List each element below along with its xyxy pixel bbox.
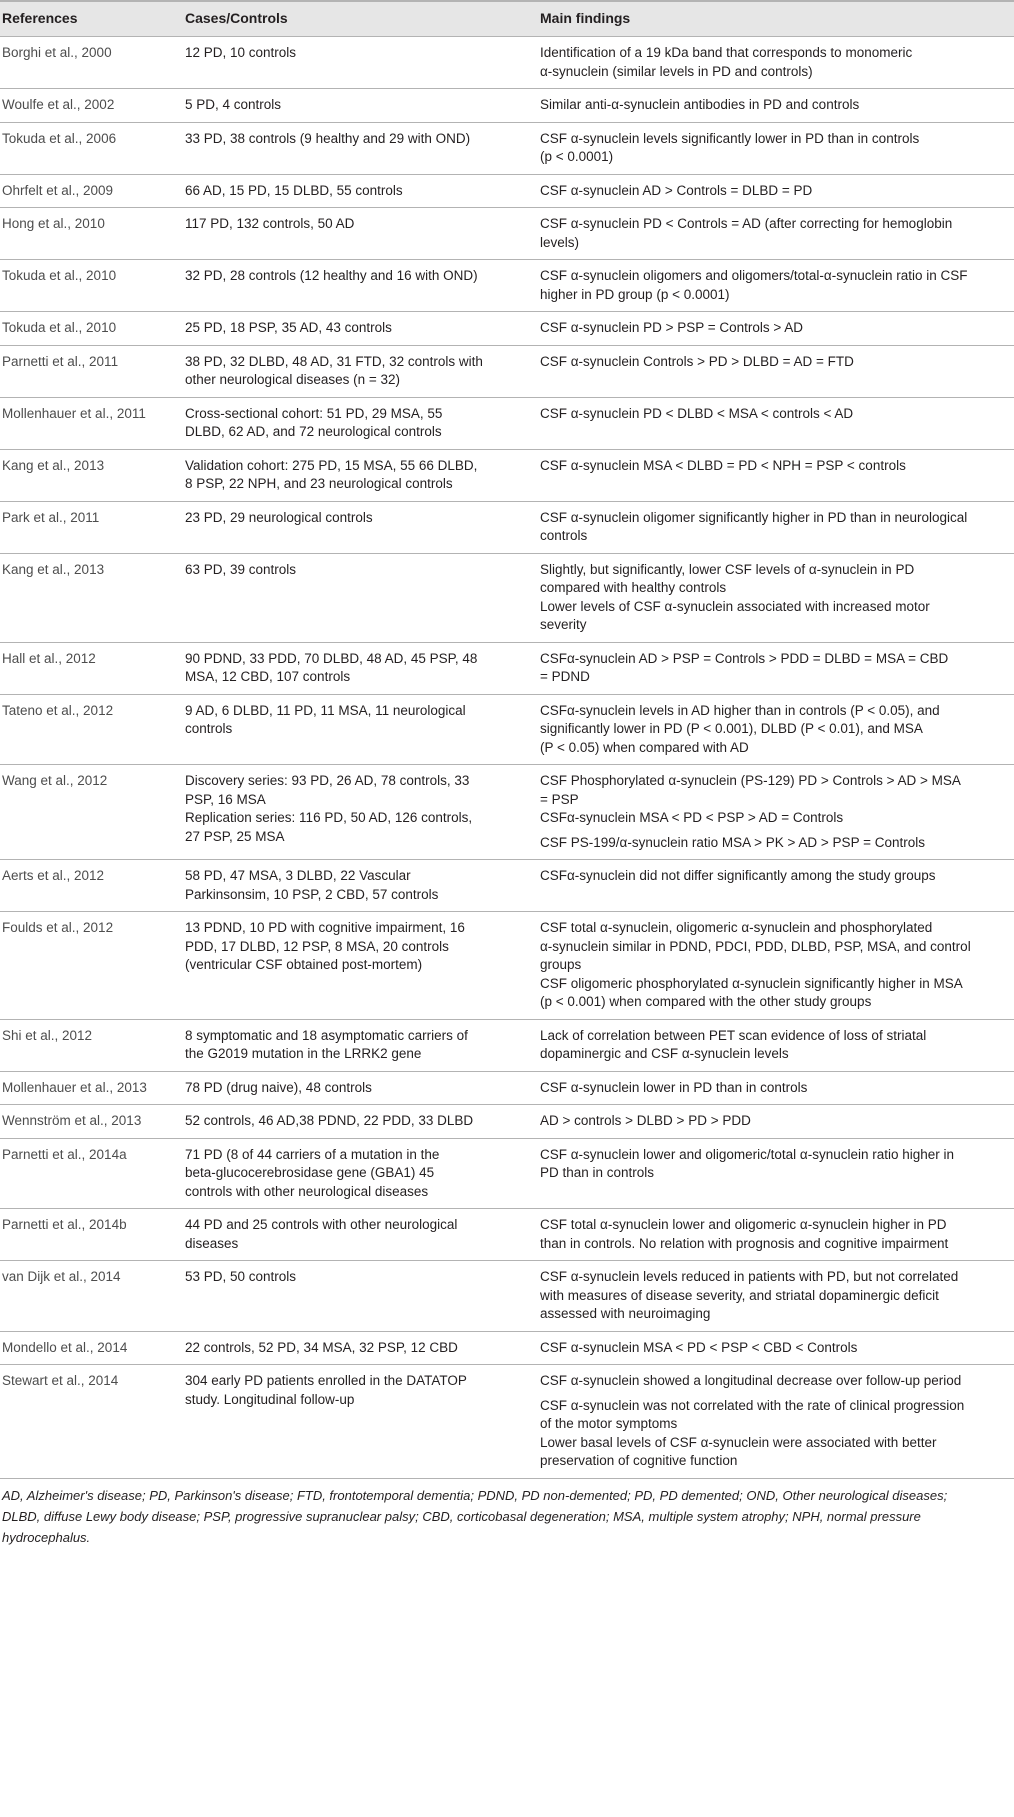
reference-cell: Mondello et al., 2014	[2, 1339, 128, 1355]
findings-line: (P < 0.05) when compared with AD	[540, 739, 749, 755]
cases-line: 58 PD, 47 MSA, 3 DLBD, 22 Vascular	[185, 868, 411, 883]
findings-line: controls	[540, 528, 588, 543]
main-findings-cell	[540, 1365, 1014, 1479]
findings-line: levels)	[540, 234, 580, 250]
reference-cell: Tokuda et al., 2010	[2, 320, 117, 335]
main-findings-cell	[540, 260, 1014, 312]
cases-controls-cell	[185, 1138, 540, 1209]
findings-line: (p < 0.001) when compared with the other study groups	[540, 994, 872, 1009]
footnote-line: AD, Alzheimer's disease; PD, Parkinson's disease; FTD, frontotemporal dementia; PDND, PD non-demented; PD, PD demented; OND, Other neurological diseases;	[2, 1487, 948, 1503]
findings-line: α-synuclein similar in PDND, PDCI, PDD, DLBD, PSP, MSA, and control	[540, 938, 971, 954]
main-findings-cell	[540, 912, 1014, 1020]
findings-line: compared with healthy controls	[540, 580, 727, 595]
findings-line: Lower basal levels of CSF α-synuclein were associated with better	[540, 1434, 937, 1450]
findings-line: CSF α-synuclein was not correlated with the rate of clinical progression	[540, 1397, 965, 1413]
table-row	[0, 1365, 1014, 1479]
findings-line: preservation of cognitive function	[540, 1453, 738, 1468]
cases-line: controls	[185, 721, 233, 736]
findings-line: = PSP	[540, 791, 579, 807]
cases-line: 117 PD, 132 controls, 50 AD	[185, 216, 355, 231]
findings-line: CSFα-synuclein levels in AD higher than in controls (P < 0.05), and	[540, 702, 940, 718]
cases-line: (ventricular CSF obtained post-mortem)	[185, 957, 423, 972]
table-header	[0, 1, 1014, 37]
cases-line: 304 early PD patients enrolled in the DATATOP	[185, 1373, 467, 1388]
cases-controls-cell	[185, 260, 540, 312]
cases-line: controls with other neurological diseases	[185, 1183, 429, 1199]
cases-line: 23 PD, 29 neurological controls	[185, 509, 373, 525]
findings-line: of the motor symptoms	[540, 1416, 678, 1431]
findings-line: AD > controls > DLBD > PD > PDD	[540, 1113, 751, 1128]
reference-cell: Aerts et al., 2012	[2, 868, 105, 883]
cases-line: Validation cohort: 275 PD, 15 MSA, 55 66 DLBD,	[185, 457, 478, 473]
findings-line: significantly lower in PD (P < 0.001), DLBD (P < 0.01), and MSA	[540, 721, 923, 736]
reference-cell: Parnetti et al., 2014b	[2, 1217, 127, 1232]
table-row	[0, 449, 1014, 501]
cases-controls-cell	[185, 765, 540, 860]
findings-line: CSF α-synuclein MSA < DLBD = PD < NPH = PSP < controls	[540, 457, 906, 473]
cases-line: MSA, 12 CBD, 107 controls	[185, 669, 351, 684]
cases-controls-cell	[185, 37, 540, 89]
findings-line: CSF α-synuclein levels reduced in patients with PD, but not correlated	[540, 1269, 959, 1284]
header-row	[0, 1, 1014, 37]
findings-line: higher in PD group (p < 0.0001)	[540, 286, 730, 302]
findings-line: CSF α-synuclein lower in PD than in controls	[540, 1079, 808, 1095]
reference-cell: Mollenhauer et al., 2011	[2, 405, 146, 421]
cases-line: other neurological diseases (n = 32)	[185, 372, 401, 387]
reference-cell: Tokuda et al., 2006	[2, 130, 117, 146]
findings-line: CSF α-synuclein lower and oligomeric/total α-synuclein ratio higher in	[540, 1146, 955, 1162]
findings-line: α-synuclein (similar levels in PD and controls)	[540, 63, 813, 79]
findings-line: CSF total α-synuclein lower and oligomeric α-synuclein higher in PD	[540, 1217, 947, 1232]
main-findings-cell	[540, 312, 1014, 346]
cases-line: 90 PDND, 33 PDD, 70 DLBD, 48 AD, 45 PSP, 48	[185, 650, 478, 666]
findings-line: PD than in controls	[540, 1165, 655, 1180]
cases-line: 27 PSP, 25 MSA	[185, 828, 285, 844]
main-findings-cell	[540, 501, 1014, 553]
findings-line: Lower levels of CSF α-synuclein associated with increased motor	[540, 598, 930, 614]
table-row	[0, 860, 1014, 912]
findings-line: CSFα-synuclein did not differ significantly among the study groups	[540, 868, 936, 883]
cases-controls-cell	[185, 1365, 540, 1479]
cases-line: Parkinsonsim, 10 PSP, 2 CBD, 57 controls	[185, 886, 439, 902]
cases-controls-cell	[185, 1071, 540, 1105]
main-findings-cell	[540, 1105, 1014, 1139]
table-row	[0, 694, 1014, 765]
table-row	[0, 1331, 1014, 1365]
findings-line: CSF α-synuclein showed a longitudinal decrease over follow-up period	[540, 1373, 962, 1388]
table-row	[0, 345, 1014, 397]
cases-line: the G2019 mutation in the LRRK2 gene	[185, 1046, 422, 1061]
findings-line: CSF α-synuclein MSA < PD < PSP < CBD < Controls	[540, 1339, 858, 1355]
reference-cell: Mollenhauer et al., 2013	[2, 1079, 147, 1095]
findings-line: CSF α-synuclein PD > PSP = Controls > AD	[540, 320, 804, 335]
header-cases-controls: Cases/Controls	[185, 10, 288, 26]
reference-cell: Woulfe et al., 2002	[2, 97, 115, 112]
table-row	[0, 1209, 1014, 1261]
table-row	[0, 1138, 1014, 1209]
cases-line: 71 PD (8 of 44 carriers of a mutation in the	[185, 1146, 440, 1162]
cases-controls-cell	[185, 694, 540, 765]
table-body	[0, 37, 1014, 1479]
main-findings-cell	[540, 1209, 1014, 1261]
findings-line: Identification of a 19 kDa band that corresponds to monomeric	[540, 45, 913, 60]
main-findings-cell	[540, 1261, 1014, 1332]
table-row	[0, 174, 1014, 208]
reference-cell: Kang et al., 2013	[2, 561, 105, 577]
cases-controls-cell	[185, 208, 540, 260]
main-findings-cell	[540, 89, 1014, 123]
findings-line: CSF α-synuclein AD > Controls = DLBD = PD	[540, 182, 813, 198]
main-findings-cell	[540, 694, 1014, 765]
table-row	[0, 37, 1014, 89]
findings-line: CSFα-synuclein AD > PSP = Controls > PDD = DLBD = MSA = CBD	[540, 650, 949, 666]
cases-line: 63 PD, 39 controls	[185, 561, 297, 577]
cases-line: 33 PD, 38 controls (9 healthy and 29 with OND)	[185, 130, 471, 146]
cases-line: Replication series: 116 PD, 50 AD, 126 controls,	[185, 810, 473, 825]
findings-line: CSF total α-synuclein, oligomeric α-synuclein and phosphorylated	[540, 920, 933, 935]
cases-controls-cell	[185, 1261, 540, 1332]
main-findings-cell	[540, 208, 1014, 260]
main-findings-cell	[540, 37, 1014, 89]
reference-cell: Parnetti et al., 2014a	[2, 1146, 127, 1162]
reference-cell: Kang et al., 2013	[2, 457, 105, 473]
cases-line: 44 PD and 25 controls with other neurological	[185, 1217, 458, 1232]
table-row	[0, 312, 1014, 346]
findings-line: CSF Phosphorylated α-synuclein (PS-129) PD > Controls > AD > MSA	[540, 773, 961, 788]
reference-cell: Stewart et al., 2014	[2, 1373, 119, 1388]
cases-controls-cell	[185, 912, 540, 1020]
cases-controls-cell	[185, 860, 540, 912]
main-findings-cell	[540, 397, 1014, 449]
table-row	[0, 260, 1014, 312]
findings-line: Slightly, but significantly, lower CSF levels of α-synuclein in PD	[540, 561, 915, 577]
table-row	[0, 1071, 1014, 1105]
cases-line: Discovery series: 93 PD, 26 AD, 78 controls, 33	[185, 773, 470, 788]
cases-line: 9 AD, 6 DLBD, 11 PD, 11 MSA, 11 neurological	[185, 702, 466, 718]
table-footnote	[0, 1479, 1014, 1548]
cases-line: 5 PD, 4 controls	[185, 97, 282, 112]
footnote-line: hydrocephalus.	[2, 1529, 91, 1545]
cases-controls-cell	[185, 501, 540, 553]
footnote-line: DLBD, diffuse Lewy body disease; PSP, progressive supranuclear palsy; CBD, corticobasal degeneration; MSA, multiple system atrophy; NPH, normal pressure	[2, 1508, 921, 1524]
table-row	[0, 208, 1014, 260]
cases-controls-cell	[185, 1331, 540, 1365]
main-findings-cell	[540, 174, 1014, 208]
table-row	[0, 553, 1014, 642]
cases-line: 53 PD, 50 controls	[185, 1269, 297, 1284]
findings-line: CSF oligomeric phosphorylated α-synuclein significantly higher in MSA	[540, 975, 963, 991]
cases-line: 13 PDND, 10 PD with cognitive impairment, 16	[185, 920, 465, 935]
cases-controls-cell	[185, 449, 540, 501]
main-findings-cell	[540, 1138, 1014, 1209]
findings-line: CSF α-synuclein PD < DLBD < MSA < controls < AD	[540, 405, 854, 421]
findings-line: severity	[540, 617, 587, 632]
table-row	[0, 912, 1014, 1020]
reference-cell: Park et al., 2011	[2, 509, 100, 525]
reference-cell: Tateno et al., 2012	[2, 702, 114, 718]
cases-line: 25 PD, 18 PSP, 35 AD, 43 controls	[185, 320, 392, 335]
findings-line: dopaminergic and CSF α-synuclein levels	[540, 1046, 789, 1061]
table-row	[0, 1105, 1014, 1139]
cases-controls-cell	[185, 345, 540, 397]
cases-line: 8 symptomatic and 18 asymptomatic carriers of	[185, 1027, 468, 1043]
cases-line: PDD, 17 DLBD, 12 PSP, 8 MSA, 20 controls	[185, 938, 449, 954]
header-main-findings: Main findings	[540, 10, 631, 26]
main-findings-cell	[540, 1071, 1014, 1105]
cases-line: PSP, 16 MSA	[185, 791, 266, 807]
cases-controls-cell	[185, 553, 540, 642]
reference-cell: Wang et al., 2012	[2, 773, 108, 788]
main-findings-cell	[540, 553, 1014, 642]
cases-line: DLBD, 62 AD, and 72 neurological controls	[185, 424, 442, 439]
cases-line: 52 controls, 46 AD,38 PDND, 22 PDD, 33 DLBD	[185, 1113, 474, 1128]
table-row	[0, 1261, 1014, 1332]
cases-line: Cross-sectional cohort: 51 PD, 29 MSA, 55	[185, 405, 443, 421]
cases-line: 12 PD, 10 controls	[185, 45, 297, 60]
cases-line: 66 AD, 15 PD, 15 DLBD, 55 controls	[185, 182, 403, 198]
cases-line: 78 PD (drug naive), 48 controls	[185, 1079, 372, 1095]
findings-line: with measures of disease severity, and striatal dopaminergic deficit	[540, 1287, 939, 1303]
main-findings-cell	[540, 1019, 1014, 1071]
cases-line: 8 PSP, 22 NPH, and 23 neurological controls	[185, 476, 453, 491]
findings-line: assessed with neuroimaging	[540, 1306, 711, 1321]
cases-controls-cell	[185, 642, 540, 694]
cases-controls-cell	[185, 397, 540, 449]
reference-cell: Tokuda et al., 2010	[2, 268, 117, 283]
main-findings-cell	[540, 1331, 1014, 1365]
cases-line: beta-glucocerebrosidase gene (GBA1) 45	[185, 1165, 435, 1180]
cases-controls-cell	[185, 174, 540, 208]
findings-line: Similar anti-α-synuclein antibodies in PD and controls	[540, 97, 860, 112]
table-row	[0, 1019, 1014, 1071]
reference-cell: van Dijk et al., 2014	[2, 1269, 121, 1284]
reference-cell: Borghi et al., 2000	[2, 45, 112, 60]
main-findings-cell	[540, 345, 1014, 397]
cases-line: 32 PD, 28 controls (12 healthy and 16 with OND)	[185, 268, 478, 283]
reference-cell: Foulds et al., 2012	[2, 920, 114, 935]
table-row	[0, 501, 1014, 553]
cases-controls-cell	[185, 89, 540, 123]
findings-line: CSF α-synuclein oligomer significantly higher in PD than in neurological	[540, 509, 968, 525]
cases-line: 38 PD, 32 DLBD, 48 AD, 31 FTD, 32 controls with	[185, 353, 483, 369]
cases-line: diseases	[185, 1235, 239, 1251]
reference-cell: Parnetti et al., 2011	[2, 353, 119, 369]
findings-line: than in controls. No relation with prognosis and cognitive impairment	[540, 1235, 949, 1251]
main-findings-cell	[540, 860, 1014, 912]
cases-controls-cell	[185, 312, 540, 346]
header-references: References	[2, 10, 78, 26]
findings-line: = PDND	[540, 669, 590, 684]
findings-line: CSF α-synuclein Controls > PD > DLBD = AD = FTD	[540, 353, 854, 369]
main-findings-cell	[540, 449, 1014, 501]
main-findings-cell	[540, 765, 1014, 860]
findings-line: (p < 0.0001)	[540, 149, 614, 164]
cases-controls-cell	[185, 122, 540, 174]
findings-line: CSF α-synuclein oligomers and oligomers/total-α-synuclein ratio in CSF	[540, 268, 968, 283]
table-row	[0, 765, 1014, 860]
cases-controls-cell	[185, 1209, 540, 1261]
table-row	[0, 122, 1014, 174]
reference-cell: Hong et al., 2010	[2, 216, 105, 231]
reference-cell: Shi et al., 2012	[2, 1027, 93, 1043]
cases-line: study. Longitudinal follow-up	[185, 1391, 355, 1407]
reference-cell: Wennström et al., 2013	[2, 1113, 142, 1128]
table-row	[0, 642, 1014, 694]
findings-line: groups	[540, 957, 582, 972]
reference-cell: Hall et al., 2012	[2, 650, 96, 666]
table-row	[0, 89, 1014, 123]
cases-controls-cell	[185, 1019, 540, 1071]
findings-line: CSF PS-199/α-synuclein ratio MSA > PK > AD > PSP = Controls	[540, 834, 925, 850]
findings-line: Lack of correlation between PET scan evidence of loss of striatal	[540, 1027, 927, 1043]
main-findings-cell	[540, 642, 1014, 694]
table-row	[0, 397, 1014, 449]
main-findings-cell	[540, 122, 1014, 174]
findings-line: CSF α-synuclein levels significantly lower in PD than in controls	[540, 130, 920, 146]
findings-line: CSFα-synuclein MSA < PD < PSP > AD = Controls	[540, 810, 844, 825]
reference-cell: Ohrfelt et al., 2009	[2, 182, 114, 198]
cases-controls-cell	[185, 1105, 540, 1139]
findings-line: CSF α-synuclein PD < Controls = AD (after correcting for hemoglobin	[540, 216, 953, 231]
cases-line: 22 controls, 52 PD, 34 MSA, 32 PSP, 12 CBD	[185, 1339, 458, 1355]
